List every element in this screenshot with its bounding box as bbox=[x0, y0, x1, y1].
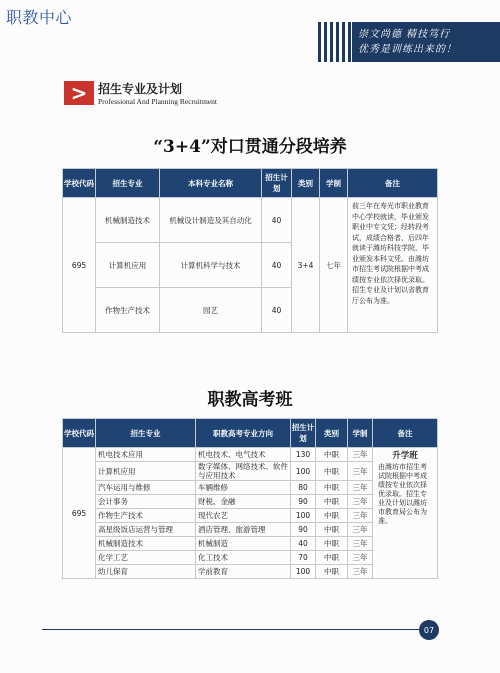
school-code-cell: 695 bbox=[63, 198, 96, 333]
header-major: 招生专业 bbox=[96, 419, 196, 448]
table-row bbox=[63, 448, 438, 462]
table2-title: 职教高考班 bbox=[207, 390, 293, 410]
header-major: 招生专业 bbox=[96, 169, 160, 198]
plan-cell: 100 bbox=[291, 509, 316, 523]
major-cell: 机械制造技术 bbox=[96, 198, 160, 243]
slogan-line-1: 崇文尚德 精技笃行 bbox=[358, 29, 451, 40]
header-duration: 学制 bbox=[348, 419, 373, 448]
category-cell: 中职 bbox=[316, 509, 348, 523]
header-note: 备注 bbox=[373, 419, 438, 448]
direction-cell: 财税、金融 bbox=[196, 495, 291, 509]
table-header-row bbox=[63, 419, 438, 448]
duration-cell: 三年 bbox=[348, 509, 373, 523]
major-cell: 幼儿保育 bbox=[96, 565, 196, 579]
undergrad-cell: 园艺 bbox=[160, 288, 262, 333]
direction-cell: 车辆维修 bbox=[196, 481, 291, 495]
category-cell: 中职 bbox=[316, 448, 348, 462]
note-heading: 升学班 bbox=[392, 451, 418, 461]
plan-cell: 90 bbox=[291, 495, 316, 509]
table1-title: “3+4”对口贯通分段培养 bbox=[153, 137, 347, 157]
table-header-row bbox=[63, 169, 438, 198]
plan-cell: 40 bbox=[262, 198, 292, 243]
duration-cell: 三年 bbox=[348, 481, 373, 495]
duration-cell: 七年 bbox=[320, 198, 348, 333]
plan-cell: 40 bbox=[262, 288, 292, 333]
duration-cell: 三年 bbox=[348, 495, 373, 509]
section-title-en: Professional And Planning Recruitment bbox=[98, 97, 217, 106]
plan-cell: 80 bbox=[291, 481, 316, 495]
major-cell: 会计事务 bbox=[96, 495, 196, 509]
category-cell: 中职 bbox=[316, 523, 348, 537]
header-school-code: 学校代码 bbox=[63, 419, 96, 448]
major-cell: 作物生产技术 bbox=[96, 288, 160, 333]
duration-cell: 三年 bbox=[348, 565, 373, 579]
category-cell: 中职 bbox=[316, 565, 348, 579]
plan-cell: 130 bbox=[291, 448, 316, 462]
major-cell: 机电技术应用 bbox=[96, 448, 196, 462]
duration-cell: 三年 bbox=[348, 551, 373, 565]
duration-cell: 三年 bbox=[348, 448, 373, 462]
plan-cell: 40 bbox=[291, 537, 316, 551]
major-cell: 作物生产技术 bbox=[96, 509, 196, 523]
major-cell: 汽车运用与维修 bbox=[96, 481, 196, 495]
header-category: 类别 bbox=[292, 169, 320, 198]
header-undergrad: 本科专业名称 bbox=[160, 169, 262, 198]
note-cell bbox=[373, 448, 438, 579]
brand-label: 职教中心 bbox=[6, 8, 73, 27]
major-cell: 化学工艺 bbox=[96, 551, 196, 565]
plan-cell: 90 bbox=[291, 523, 316, 537]
table-row bbox=[63, 198, 438, 243]
header-category: 类别 bbox=[316, 419, 348, 448]
direction-cell: 学前教育 bbox=[196, 565, 291, 579]
major-cell: 计算机应用 bbox=[96, 462, 196, 481]
slogan-banner bbox=[352, 22, 500, 62]
duration-cell: 三年 bbox=[348, 462, 373, 481]
direction-cell: 数字媒体、网络技术、软件与应用技术 bbox=[196, 462, 291, 481]
category-cell: 3+4 bbox=[292, 198, 320, 333]
header-note: 备注 bbox=[348, 169, 438, 198]
header-plan: 招生计划 bbox=[262, 169, 292, 198]
chevron-right-icon: > bbox=[64, 81, 94, 105]
category-cell: 中职 bbox=[316, 537, 348, 551]
footer-divider bbox=[42, 629, 419, 630]
table-3plus4 bbox=[62, 168, 438, 333]
note-cell: 前三年在寿光市职业教育中心学校就读，毕业颁发职业中专文凭；经转段考试，成绩合格者，后四年就读于潍坊科技学院，毕业颁发本科文凭。由潍坊市招生考试院根据中考成绩按专业依次择优录取。招生专业及计划以省教育厅公布为准。 bbox=[348, 198, 438, 333]
category-cell: 中职 bbox=[316, 481, 348, 495]
direction-cell: 现代农艺 bbox=[196, 509, 291, 523]
category-cell: 中职 bbox=[316, 495, 348, 509]
plan-cell: 100 bbox=[291, 462, 316, 481]
header-school-code: 学校代码 bbox=[63, 169, 96, 198]
category-cell: 中职 bbox=[316, 462, 348, 481]
direction-cell: 酒店管理、旅游管理 bbox=[196, 523, 291, 537]
duration-cell: 三年 bbox=[348, 523, 373, 537]
table-vocational-exam bbox=[62, 418, 438, 579]
note-text: 由潍坊市招生考试院根据中考成绩按专业依次择优录取。招生专业及计划以潍坊市教育局公布为准。 bbox=[378, 463, 427, 525]
header-plan: 招生计划 bbox=[291, 419, 316, 448]
header-direction: 职教高考专业方向 bbox=[196, 419, 291, 448]
duration-cell: 三年 bbox=[348, 537, 373, 551]
category-cell: 中职 bbox=[316, 551, 348, 565]
header-duration: 学制 bbox=[320, 169, 348, 198]
major-cell: 计算机应用 bbox=[96, 243, 160, 288]
major-cell: 高星级饭店运营与管理 bbox=[96, 523, 196, 537]
slogan-line-2: 优秀是训练出来的！ bbox=[358, 44, 457, 55]
major-cell: 机械制造技术 bbox=[96, 537, 196, 551]
plan-cell: 40 bbox=[262, 243, 292, 288]
undergrad-cell: 机械设计制造及其自动化 bbox=[160, 198, 262, 243]
page-number: 07 bbox=[419, 620, 439, 640]
plan-cell: 100 bbox=[291, 565, 316, 579]
plan-cell: 70 bbox=[291, 551, 316, 565]
decorative-stripes bbox=[318, 22, 352, 62]
undergrad-cell: 计算机科学与技术 bbox=[160, 243, 262, 288]
direction-cell: 机电技术、电气技术 bbox=[196, 448, 291, 462]
section-header bbox=[64, 80, 217, 106]
school-code-cell: 695 bbox=[63, 448, 96, 579]
direction-cell: 化工技术 bbox=[196, 551, 291, 565]
section-title-cn: 招生专业及计划 bbox=[98, 82, 183, 96]
direction-cell: 机械制造 bbox=[196, 537, 291, 551]
